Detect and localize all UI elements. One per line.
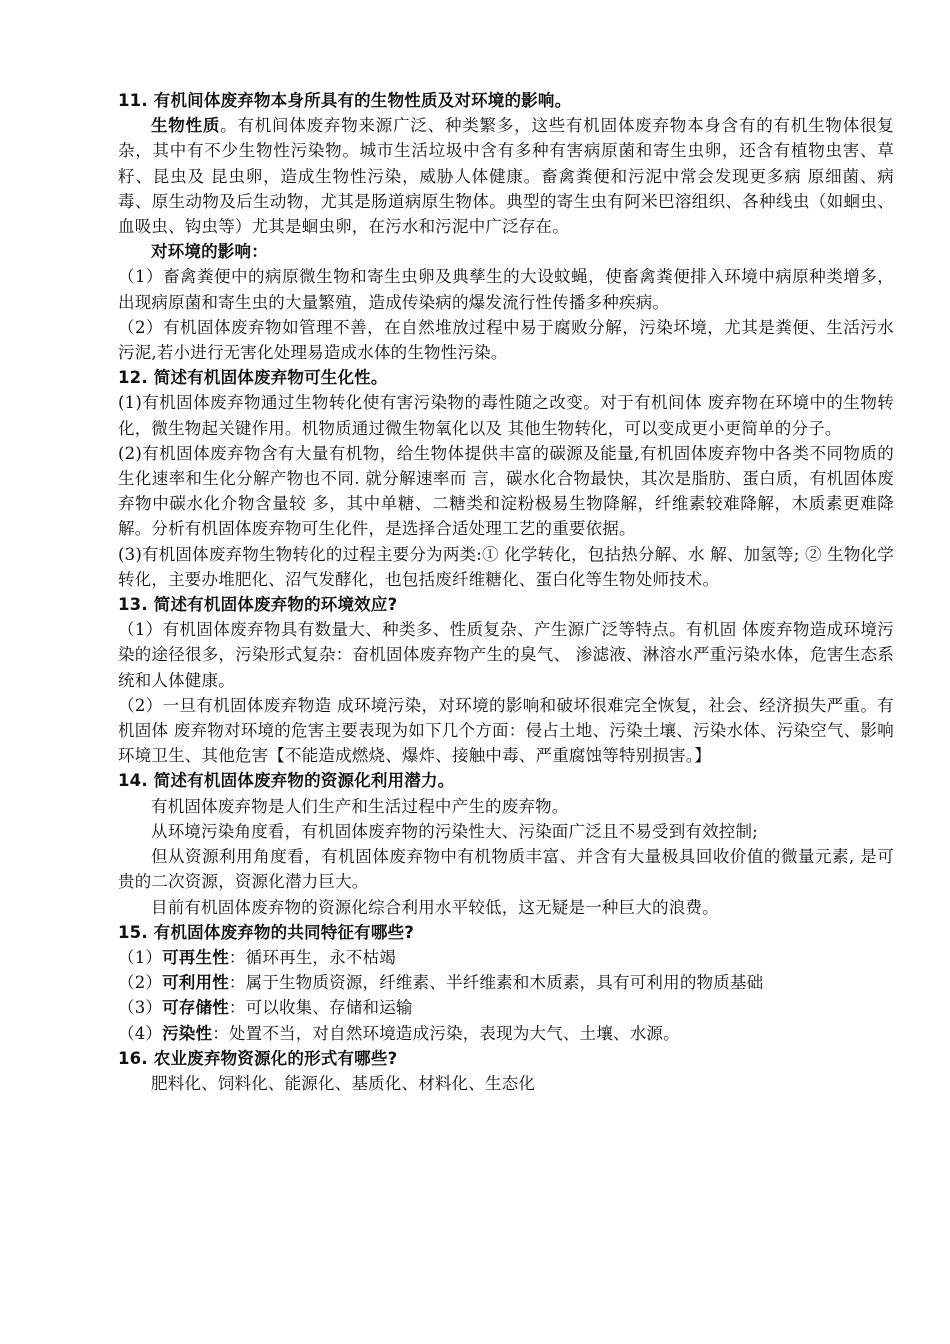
q11-heading: 11. 有机间体废弃物本身所具有的生物性质及对环境的影响。 xyxy=(118,91,572,110)
q14-paragraph-1: 有机固体废弃物是人们生产和生活过程中产生的废弃物。 xyxy=(151,796,569,816)
q15-item-label: 污染性 xyxy=(162,1023,213,1043)
q15-item-number: （2） xyxy=(118,973,163,993)
q15-item-number: （4） xyxy=(118,1023,163,1043)
q14-paragraph-2: 从环境污染角度看，有机固体废弃物的污染性大、污染面广泛且不易受到有效控制; xyxy=(151,821,758,841)
q16-heading: 16. 农业废弃物资源化的形式有哪些? xyxy=(118,1048,398,1068)
document-page xyxy=(118,88,894,1096)
q11-env-label: 对环境的影响： xyxy=(151,242,268,262)
q12-paragraph-3: (3)有机固体废弃物生物转化的过程主要分为两类:① 化学转化，包拈热分解、水 解、加氢等; ② 生物化学转化，主要办堆肥化、沼气发酵化，也包括废纤维糖化、蛋白化等生物处师技术。 xyxy=(118,544,894,589)
q11-bio-paragraph xyxy=(118,113,894,239)
q12-paragraph-1: (1)有机固体废弃物通过生物转化使有害污染物的毒性随之改变。对于有机间体 废弃物在环境中的生物转化，微生物起关键作用。机物质通过微生物氧化以及 其他生物转化，可以变成更小更简单的分子。 xyxy=(118,393,894,438)
q11-env-item-1: （1）畜禽粪便中的病原微生物和寄生虫卵及典孳生的大设蚊蝇，使畜禽粪便排入环境中病原种类增多，出现病原菌和寄生虫的大量繁殖，造成传染病的爆发流行性传播多种疾病。 xyxy=(118,267,894,312)
q11-bio-label: 生物性质 xyxy=(151,116,221,136)
q13-heading: 13. 简述有机固体废弃物的环境效应? xyxy=(118,595,398,615)
q15-item-4 xyxy=(118,1021,894,1046)
q12-heading: 12. 简述有机固体废弃物可生化性。 xyxy=(118,368,388,388)
q15-item-number: （3） xyxy=(118,998,163,1018)
q11-env-item-2: （2）有机固体废弃物如管理不善，在自然堆放过程中易于腐败分解，污染坏境，尤其是粪便、生活污水污泥,若小进行无害化处理易造成水体的生物性污染。 xyxy=(118,317,894,363)
q15-item-1 xyxy=(118,945,894,970)
q14-paragraph-4: 目前有机固体废弃物的资源化综合利用水平较低，这无疑是一种巨大的浪费。 xyxy=(151,897,719,917)
q15-item-text: ：可以收集、存储和运输 xyxy=(228,998,413,1018)
q15-item-text: ：属于生物质资源，纤维素、半纤维素和木质素，具有可利用的物质基础 xyxy=(228,973,764,993)
q13-paragraph-1: （1）有机固体废弃物具有数量大、种类多、性质复杂、产生源广泛等特点。有机固 体废弃物造成环境污染的途径很多，污染形式复杂：奋机固体废弃物产生的臭气、 渗滤液、淋溶水严重污染水体，危害生态系统和人体健康。 xyxy=(118,620,894,690)
q12-paragraph-2: (2)有机固体废弃物含有大量有机物，给生物体提供丰富的碳源及能量,有机固体废弃物中各类不同物质的生化速率和生化分解产物也不同. 就分解速率而 言，碳水化合物最快，其次是脂肪、蛋白质，有机固体废弃物中碳水化介物含量较 多，其中单糖、二糖类和淀粉极易生物降解，纤维素较难降解，木质素更难降解。分析有机固体废弃物可生化件，是选择合适处理工艺的重要依据。 xyxy=(118,443,894,539)
q11-bio-text: 。有机间体废弃物来源广泛、种类繁多，这些有机固体废弃物本身含有的有机生物体很复杂，其中有不少生物性污染物。城市生活垃圾中含有多种有害病原菌和寄生虫卵，还含有植物虫害、草籽、昆虫及 昆虫卵，造成生物性污染，威胁人体健康。畜禽粪便和污泥中常会发现更多病 原细菌、病毒、原生动物及后生动物，尤其是肠道病原生物体。典型的寄生虫有阿米巴溶组织、各种线虫（如蛔虫、血吸虫、钩虫等）尤其是蛔虫卵，在污水和污泥中广泛存在。 xyxy=(118,116,894,237)
q15-item-3 xyxy=(118,995,894,1020)
q15-heading: 15. 有机固体废弃物的共同特征有哪些? xyxy=(118,922,415,942)
q15-item-label: 可再生性 xyxy=(162,947,229,967)
q15-item-text: ：循环再生，永不枯竭 xyxy=(228,947,396,967)
q15-item-text: ：处置不当，对自然环境造成污染，表现为大气、土壤、水源。 xyxy=(212,1023,680,1043)
q16-paragraph-1: 肥料化、饲料化、能源化、基质化、材料化、生态化 xyxy=(151,1073,536,1093)
q13-paragraph-2: （2）一旦有机固体废弃物造 成环境污染，对环境的影响和破坏很难完全恢复，社会、经济损失严重。有机固体 废弃物对环境的危害主要表现为如下几个方面：侵占土地、污染土壤、污染水体、污染空气、影响环境卫生、其他危害【不能造成燃烧、爆炸、接触中毒、严重腐蚀等特别损害。】 xyxy=(118,695,894,766)
q15-item-2 xyxy=(118,970,894,995)
q14-paragraph-3: 但从资源利用角度看，有机固体废弃物中有机物质丰富、并含有大量极具回收价值的微量元素, 是可贵的二次资源，资源化潜力巨大。 xyxy=(118,847,894,892)
q15-item-label: 可利用性 xyxy=(162,973,229,993)
q15-item-label: 可存储性 xyxy=(162,998,229,1018)
q14-heading: 14. 简述有机固体废弃物的资源化利用潜力。 xyxy=(118,771,455,791)
q15-item-number: （1） xyxy=(118,947,163,967)
